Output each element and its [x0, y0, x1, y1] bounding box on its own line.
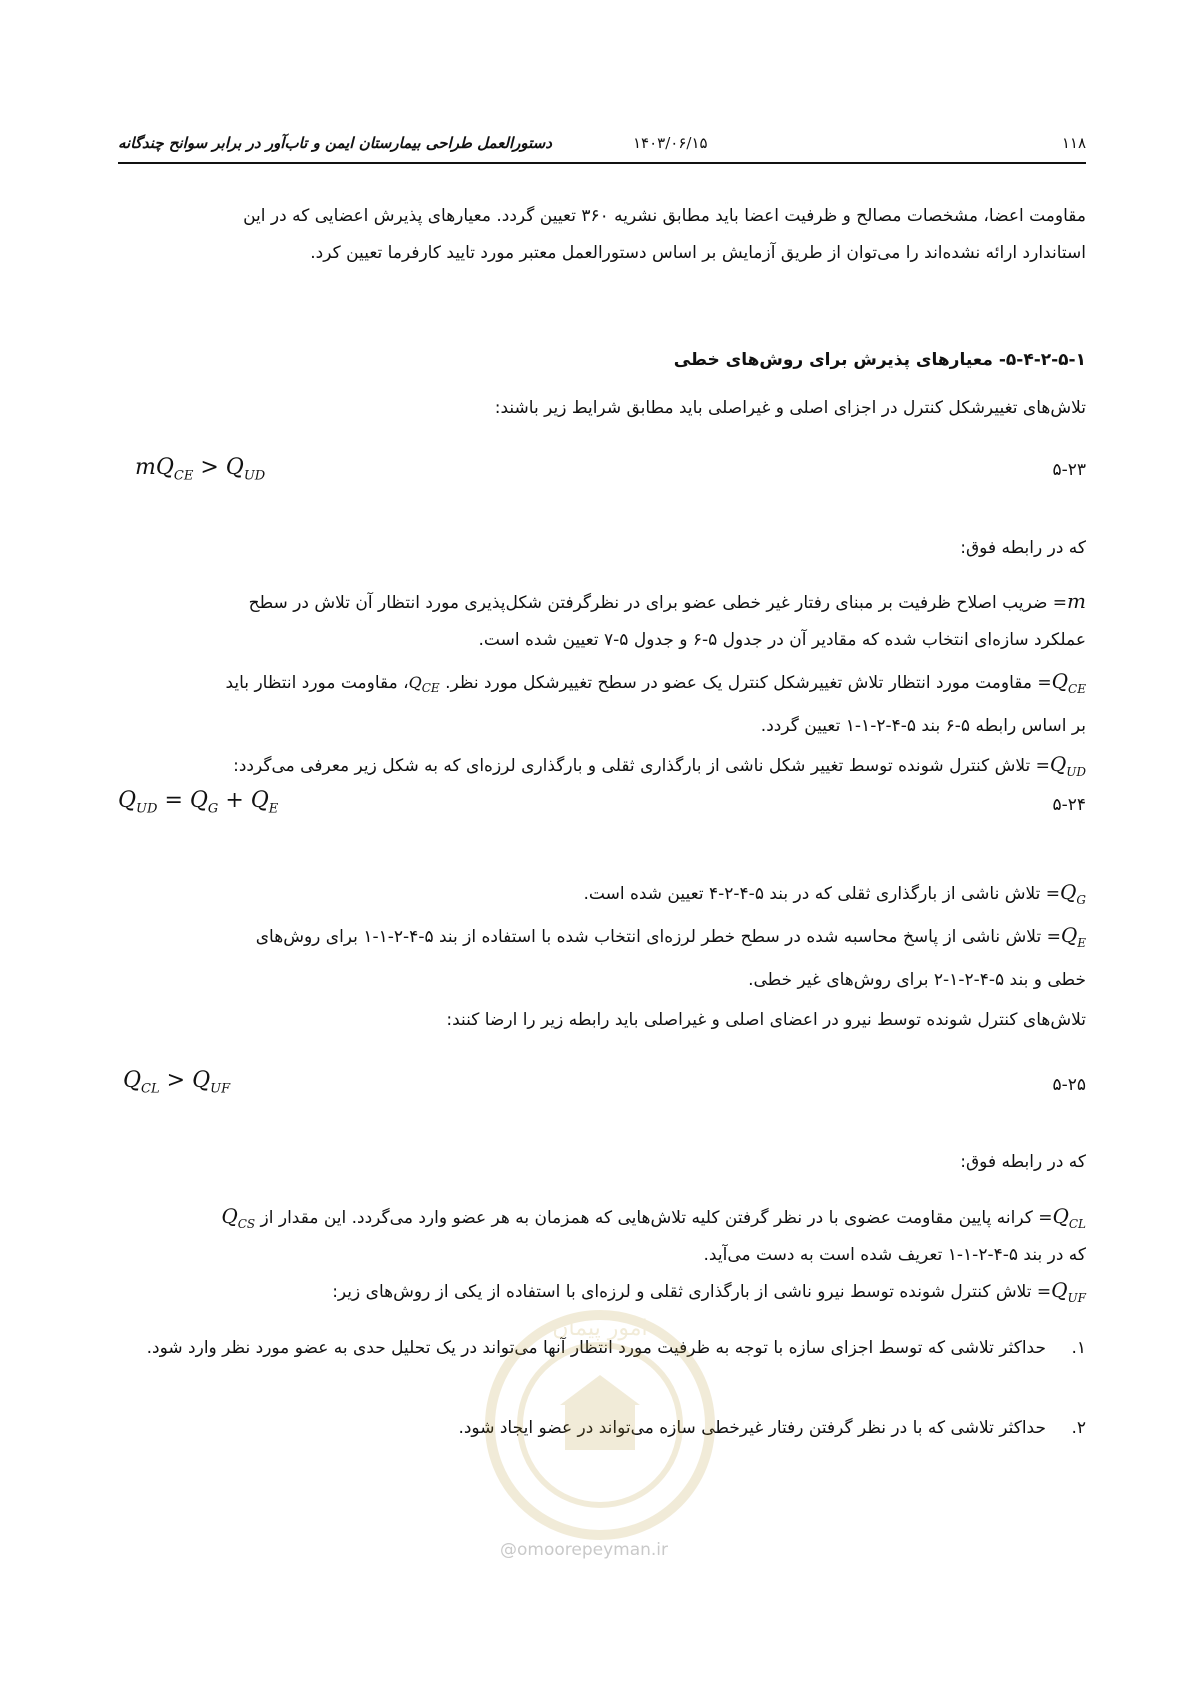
- page-header: [118, 130, 1086, 164]
- header-date: ۱۴۰۳/۰۶/۱۵: [633, 134, 708, 152]
- symbol-qce: $Q_{CE}$: [1051, 669, 1086, 696]
- section-lead: تلاش‌های تغییرشکل کنترل در اجزای اصلی و غیراصلی باید مطابق شرایط زیر باشند:: [494, 398, 1086, 418]
- section-heading: ۵-۴-۲-۵-۱- معیارهای پذیرش برای روش‌های خطی: [673, 350, 1086, 370]
- where-label-1: که در رابطه فوق:: [960, 538, 1086, 558]
- definition-m: m= ضریب اصلاح ظرفیت بر مبنای رفتار غیر خطی عضو برای در نظرگرفتن شکل‌پذیری مورد انتظار آن تلاش در سطح عملکرد سازه‌ای انتخاب شده که مقادیر آن در جدول ۵-۶ و جدول ۵-۷ تعیین شده است.: [248, 589, 1086, 650]
- page-number: ۱۱۸: [1061, 134, 1086, 152]
- seal-logo-icon: [470, 1295, 730, 1555]
- header-title: دستورالعمل طراحی بیمارستان ایمن و تاب‌آور در برابر سوانح چندگانه: [118, 134, 552, 152]
- definition-qe: $Q_E=$ تلاش ناشی از پاسخ محاسبه شده در سطح خطر لرزه‌ای انتخاب شده با استفاده از بند ۵-۴-۲-۱-۱ برای روش‌های خطی و بند ۵-۴-۲-۱-۲ برای روش‌های غیر خطی.: [255, 923, 1086, 990]
- symbol-m: m: [1067, 589, 1086, 613]
- seal-logo-text: امور پیمان: [552, 1316, 648, 1341]
- where-label-2: که در رابطه فوق:: [960, 1152, 1086, 1172]
- force-controlled-lead: تلاش‌های کنترل شونده توسط نیرو در اعضای اصلی و غیراصلی باید رابطه زیر را ارضا کنند:: [446, 1010, 1086, 1030]
- equation-23-number: ۵-۲۳: [1052, 460, 1086, 480]
- symbol-qce-inline: $Q_{CE}$: [408, 673, 440, 696]
- watermark-site: @omoorepeyman.ir: [500, 1540, 669, 1560]
- equation-23: $mQ_{CE} > Q_{UD}$: [135, 455, 266, 484]
- list-item: ۲. حداکثر تلاشی که با در نظر گرفتن رفتار غیرخطی سازه می‌تواند در عضو ایجاد شود.: [458, 1418, 1086, 1438]
- symbol-qcs: $Q_{CS}$: [221, 1204, 256, 1231]
- equation-25-number: ۵-۲۵: [1052, 1075, 1086, 1095]
- definition-qcl: $Q_{CL}=$ کرانه پایین مقاومت عضوی با در نظر گرفتن کلیه تلاش‌هایی که همزمان به هر عضو وارد می‌گردد. این مقدار از $Q_{CS}$ که در بند ۵-۴-۲-۱-۱ تعریف شده است به دست می‌آید.: [221, 1204, 1086, 1265]
- definition-qg: $Q_G=$ تلاش ناشی از بارگذاری ثقلی که در بند ۵-۴-۲-۴ تعیین شده است.: [583, 880, 1086, 907]
- equation-24: $Q_{UD} = Q_G + Q_E$: [118, 788, 279, 817]
- equation-24-number: ۵-۲۴: [1052, 795, 1086, 815]
- intro-paragraph: [118, 198, 1086, 272]
- intro-line-1: مقاومت اعضا، مشخصات مصالح و ظرفیت اعضا باید مطابق نشریه ۳۶۰ تعیین گردد. معیارهای پذیرش اعضایی که در این: [243, 206, 1086, 226]
- definition-qce: $Q_{CE}=$ مقاومت مورد انتظار تلاش تغییرشکل کنترل یک عضو در سطح تغییرشکل مورد نظر. $Q_{CE}،$ مقاومت مورد انتظار باید بر اساس رابطه ۵-۶ بند ۵-۴-۲-۱-۱ تعیین گردد.: [225, 669, 1086, 736]
- intro-line-2: استاندارد ارائه نشده‌اند را می‌توان از طریق آزمایش بر اساس دستورالعمل معتبر مورد تایید کارفرما تعیین کرد.: [310, 243, 1086, 263]
- definition-quf: $Q_{UF}=$ تلاش کنترل شونده توسط نیرو ناشی از بارگذاری ثقلی و لرزه‌ای با استفاده از یکی از روش‌های زیر:: [332, 1278, 1086, 1305]
- equation-25: $Q_{CL} > Q_{UF}$: [123, 1068, 231, 1097]
- list-item: ۱. حداکثر تلاشی که توسط اجزای سازه با توجه به ظرفیت مورد انتظار آنها می‌تواند در یک تحلیل حدی به عضو مورد نظر وارد شود.: [146, 1338, 1086, 1358]
- definition-qud: $Q_{UD}=$ تلاش کنترل شونده توسط تغییر شکل ناشی از بارگذاری ثقلی و بارگذاری لرزه‌ای که به شکل زیر معرفی می‌گردد:: [233, 752, 1086, 779]
